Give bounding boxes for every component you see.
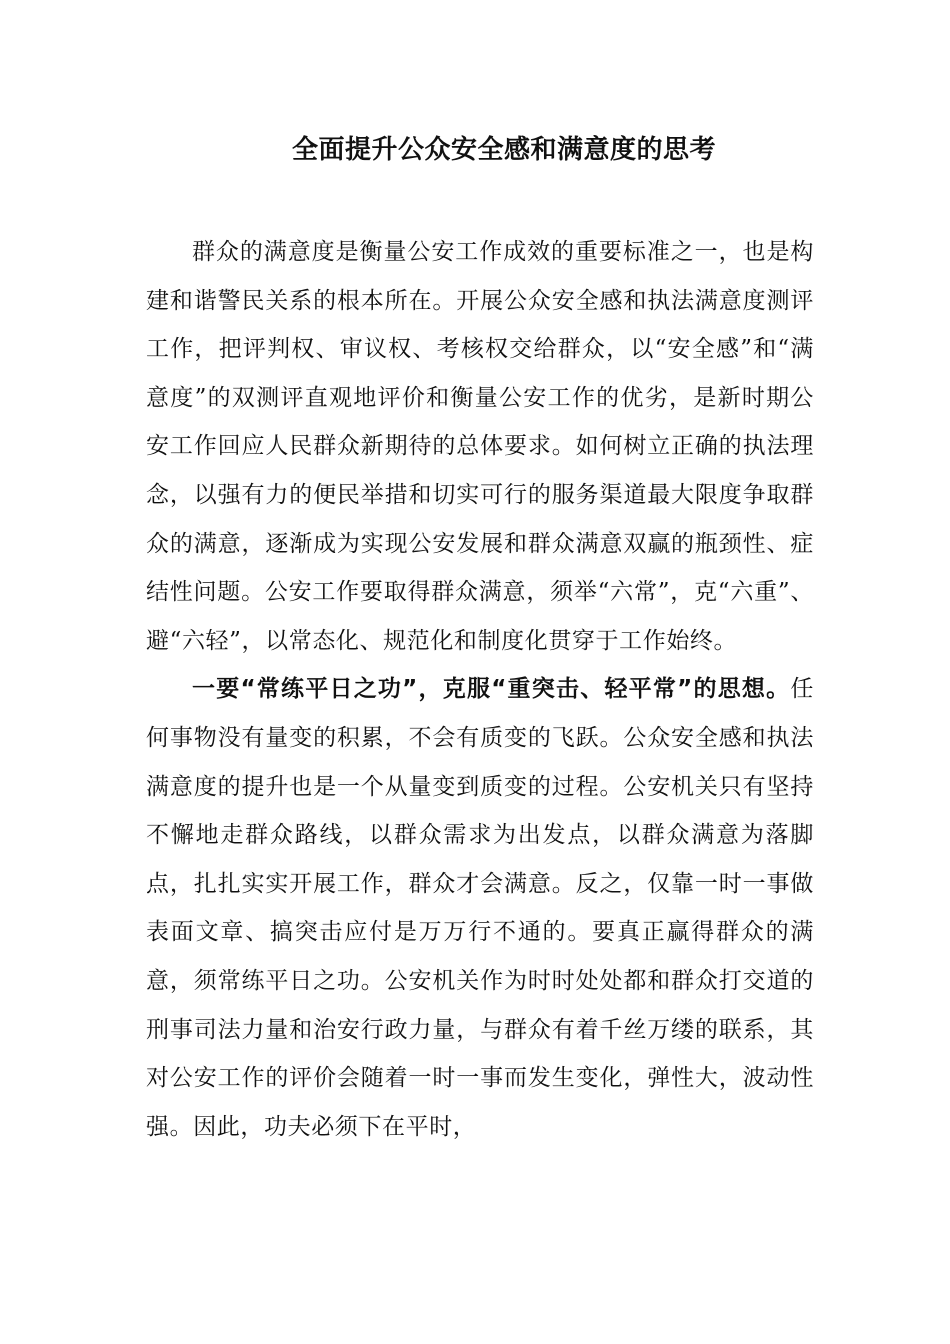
document-title: 全面提升公众安全感和满意度的思考 [291,135,716,165]
paragraph-section-1-text: 任何事物没有量变的积累，不会有质变的飞跃。公众安全感和执法满意度的提升也是一个从量变到质变的过程。公安机关只有坚持不懈地走群众路线，以群众需求为出发点，以群众满意为落脚点，扎扎实实开展工作，群众才会满意。反之，仅靠一时一事做表面文章、搞突击应付是万万行不通的。要真正赢得群众的满意，须常练平日之功。公安机关作为时时处处都和群众打交道的刑事司法力量和治安行政力量，与群众有着千丝万缕的联系，其对公安工作的评价会随着一时一事而发生变化，弹性大，波动性强。因此，功夫必须下在平时， [146,676,814,1140]
paragraph-section-1 [146,665,814,1151]
paragraph-intro [146,228,814,665]
paragraph-intro-text: 群众的满意度是衡量公安工作成效的重要标准之一，也是构建和谐警民关系的根本所在。开展公众安全感和执法满意度测评工作，把评判权、审议权、考核权交给群众，以“安全感”和“满意度”的双测评直观地评价和衡量公安工作的优劣，是新时期公安工作回应人民群众新期待的总体要求。如何树立正确的执法理念，以强有力的便民举措和切实可行的服务渠道最大限度争取群众的满意，逐渐成为实现公安发展和群众满意双赢的瓶颈性、症结性问题。公安工作要取得群众满意，须举“六常”，克“六重”、避“六轻”，以常态化、规范化和制度化贯穿于工作始终。 [146,239,814,654]
paragraph-section-1-heading: 一要“常练平日之功”，克服“重突击、轻平常”的思想。 [192,676,791,703]
document-body [146,228,814,1151]
